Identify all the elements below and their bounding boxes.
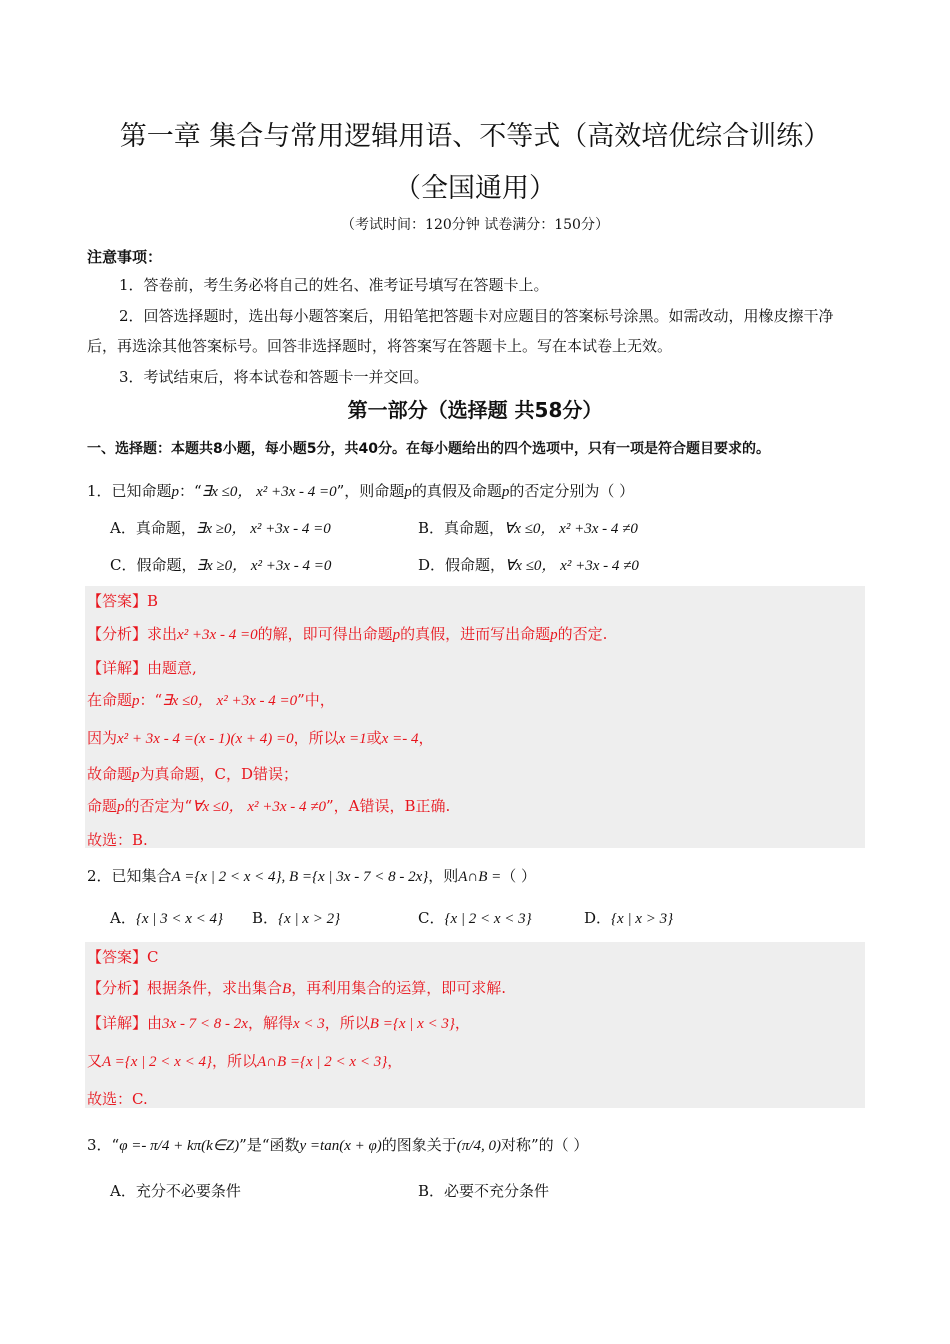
q1-detail-5a: 命题 (87, 797, 118, 815)
q1-stem-mid: ”，则命题 (336, 482, 405, 500)
q1-detail-3c: 或 (366, 729, 382, 747)
q2-option-b-label: B． (252, 909, 279, 927)
q3-stem-math3: (π/4, 0) (456, 1138, 501, 1154)
q2-stem-a: 2．已知集合 (87, 867, 172, 885)
q2-detail-line-2 (87, 1050, 402, 1071)
q1-detail-3b: ，所以 (293, 729, 339, 747)
q1-stem-mid2: 的真假及命题 (411, 482, 502, 500)
q1-option-c (110, 554, 331, 575)
q2-option-c-math: {x | 2 < x < 3} (444, 911, 532, 927)
q3-stem-c: 的图象关于 (381, 1136, 457, 1154)
q1-analysis-math: x² +3x - 4 =0 (177, 627, 258, 643)
q2-answer: 【答案】C (87, 948, 159, 966)
q1-detail-2math: ∃x ≤0， x² +3x - 4 =0 (162, 693, 298, 709)
q1-detail-5math: ∀x ≤0， x² +3x - 4 ≠0 (192, 799, 327, 815)
q2-detail-1d: ， (454, 1014, 470, 1032)
q1-detail-5p: p (117, 799, 125, 815)
q1-analysis-p: p (392, 627, 401, 643)
q1-detail-2c: ”中， (297, 691, 335, 709)
q2-option-b-math: {x | x > 2} (278, 911, 341, 927)
q1-detail-2b: ：“ (139, 691, 163, 709)
exam-info: （考试时间：120分钟 试卷满分：150分） (341, 217, 609, 233)
q2-option-d-label: D． (584, 909, 612, 927)
notes-heading: 注意事项： (87, 248, 163, 266)
q3-stem-math2: y =tan(x + φ) (299, 1138, 382, 1154)
q2-stem-c: （ ） (501, 867, 537, 885)
q3-stem-math: φ =- π/4 + kπ(k∈Z) (119, 1138, 240, 1154)
q2-detail-2math2: A∩B ={x | 2 < x < 3} (256, 1054, 388, 1070)
q3-stem-a: 3．“ (87, 1136, 120, 1154)
q1-option-b-label: B．真命题， (418, 519, 505, 537)
q2-option-a-label: A． (110, 909, 136, 927)
q1-detail-line-4 (87, 763, 298, 784)
q2-analysis-b: ，再利用集合的运算，即可求解. (291, 979, 506, 997)
q2-detail-2math: A ={x | 2 < x < 4} (102, 1054, 212, 1070)
q1-option-b-math: ∀x ≤0， x² +3x - 4 ≠0 (504, 521, 638, 537)
q1-analysis-b: 的解，即可得出命题 (257, 625, 393, 643)
q2-analysis (87, 977, 506, 998)
q2-detail-2c: ， (387, 1052, 403, 1070)
q2-stem-math2: A∩B = (458, 869, 502, 885)
q1-stem-p2: p (404, 484, 412, 500)
q1-detail-tag: 【详解】 (87, 659, 148, 677)
q1-option-d-math: ∀x ≤0， x² +3x - 4 ≠0 (505, 558, 639, 574)
q2-option-d (584, 907, 673, 928)
q3-stem-b: ”是“函数 (239, 1136, 300, 1154)
q3-option-b: B．必要不充分条件 (418, 1182, 550, 1200)
q3-stem-d: 对称”的（ ） (500, 1136, 589, 1154)
q1-option-c-label: C．假命题， (110, 556, 197, 574)
q2-stem-b: ，则 (428, 867, 459, 885)
q2-option-a-math: {x | 3 < x < 4} (135, 911, 224, 927)
q1-detail-line-2 (87, 689, 335, 710)
q1-detail-4b: 为真命题，C，D错误； (139, 765, 299, 783)
question-1-stem (87, 480, 634, 501)
q2-detail-tag: 【详解】 (87, 1014, 148, 1032)
q1-detail-line-3 (87, 727, 433, 748)
q1-detail-3math: x² + 3x - 4 =(x - 1)(x + 4) =0 (117, 731, 294, 747)
note-item-2: 2．回答选择题时，选出每小题答案后，用铅笔把答题卡对应题目的答案标号涂黑。如需改动，用橡皮擦干净后，再选涂其他答案标号。回答非选择题时，将答案写在答题卡上。写在本试卷上无效。 (87, 307, 834, 355)
question-2-stem (87, 865, 536, 886)
q1-answer: 【答案】B (87, 592, 159, 610)
note-item-1: 1．答卷前，考生务必将自己的姓名、准考证号填写在答题卡上。 (119, 276, 549, 294)
q1-detail-3math3: x =- 4 (381, 731, 419, 747)
q1-detail-2p: p (132, 693, 140, 709)
q2-stem-math: A ={x | 2 < x < 4}, B ={x | 3x - 7 < 8 - 2x} (171, 869, 429, 885)
note-item-3: 3．考试结束后，将本试卷和答题卡一并交回。 (119, 368, 429, 386)
q1-analysis-p2: p (550, 627, 558, 643)
q1-detail-2a: 在命题 (87, 691, 133, 709)
q1-stem-p: p (171, 484, 180, 500)
q2-detail-line-1 (87, 1012, 470, 1033)
q2-detail-1a: 由 (147, 1014, 163, 1032)
q2-option-a (110, 907, 223, 928)
q1-option-b (418, 517, 638, 538)
q2-detail-1math2: x < 3 (292, 1016, 325, 1032)
q2-detail-2a: 又 (87, 1052, 103, 1070)
q3-option-a: A．充分不必要条件 (110, 1182, 241, 1200)
q2-detail-1c: ，所以 (324, 1014, 370, 1032)
q1-stem-formula: ∃x ≤0， x² +3x - 4 =0 (201, 484, 337, 500)
q1-detail-3a: 因为 (87, 729, 118, 747)
q1-detail-3math2: x =1 (338, 731, 367, 747)
q1-detail-line-5 (87, 795, 450, 816)
q1-detail-1: 由题意, (147, 659, 197, 677)
q1-analysis-a: 求出 (147, 625, 178, 643)
q2-detail-2b: ，所以 (211, 1052, 257, 1070)
q1-analysis-c: 的真假，进而写出命题 (400, 625, 551, 643)
page-title: 第一章 集合与常用逻辑用语、不等式（高效培优综合训练） (119, 121, 831, 152)
q2-detail-1math3: B ={x | x < 3} (369, 1016, 455, 1032)
q1-analysis-tag: 【分析】 (87, 625, 148, 643)
q2-analysis-tag: 【分析】 (87, 979, 148, 997)
q1-stem-prefix: 1．已知命题 (87, 482, 172, 500)
q1-option-a (110, 517, 331, 538)
q1-option-a-math: ∃x ≥0， x² +3x - 4 =0 (195, 521, 331, 537)
q2-analysis-math: B (282, 981, 292, 997)
q1-detail-4a: 故命题 (87, 765, 133, 783)
q1-option-d-label: D．假命题， (418, 556, 506, 574)
page-title-scope: （全国通用） (394, 173, 556, 204)
question-3-stem (87, 1134, 588, 1155)
q1-option-d (418, 554, 639, 575)
q2-option-b (252, 907, 340, 928)
q2-detail-1b: ，解得 (247, 1014, 293, 1032)
q1-stem-p3: p (501, 484, 510, 500)
q1-detail-5b: 的否定为“ (124, 797, 193, 815)
q2-option-d-math: {x | x > 3} (611, 911, 674, 927)
q1-option-a-label: A．真命题， (110, 519, 196, 537)
q1-detail-line-6: 故选：B. (87, 831, 148, 849)
q1-analysis-d: 的否定. (557, 625, 608, 643)
q1-detail-5c: ”，A错误，B正确. (326, 797, 451, 815)
q2-detail-1math: 3x - 7 < 8 - 2x (162, 1016, 248, 1032)
q1-analysis (87, 623, 607, 644)
q2-detail-line-3: 故选：C. (87, 1090, 148, 1108)
q1-stem-end: 的否定分别为（ ） (509, 482, 635, 500)
q1-detail-4p: p (132, 767, 140, 783)
q2-option-c-label: C． (418, 909, 445, 927)
q1-stem-quote: ：“ (179, 482, 202, 500)
q1-detail-line-1 (87, 657, 197, 678)
q2-analysis-a: 根据条件，求出集合 (147, 979, 283, 997)
section-title: 第一部分（选择题 共58分） (347, 398, 603, 422)
q1-option-c-math: ∃x ≥0， x² +3x - 4 =0 (196, 558, 332, 574)
q1-detail-3d: ， (418, 729, 434, 747)
q2-option-c (418, 907, 532, 928)
part-heading: 一、选择题：本题共8小题，每小题5分，共40分。在每小题给出的四个选项中，只有一项是符合题目要求的。 (87, 441, 770, 457)
